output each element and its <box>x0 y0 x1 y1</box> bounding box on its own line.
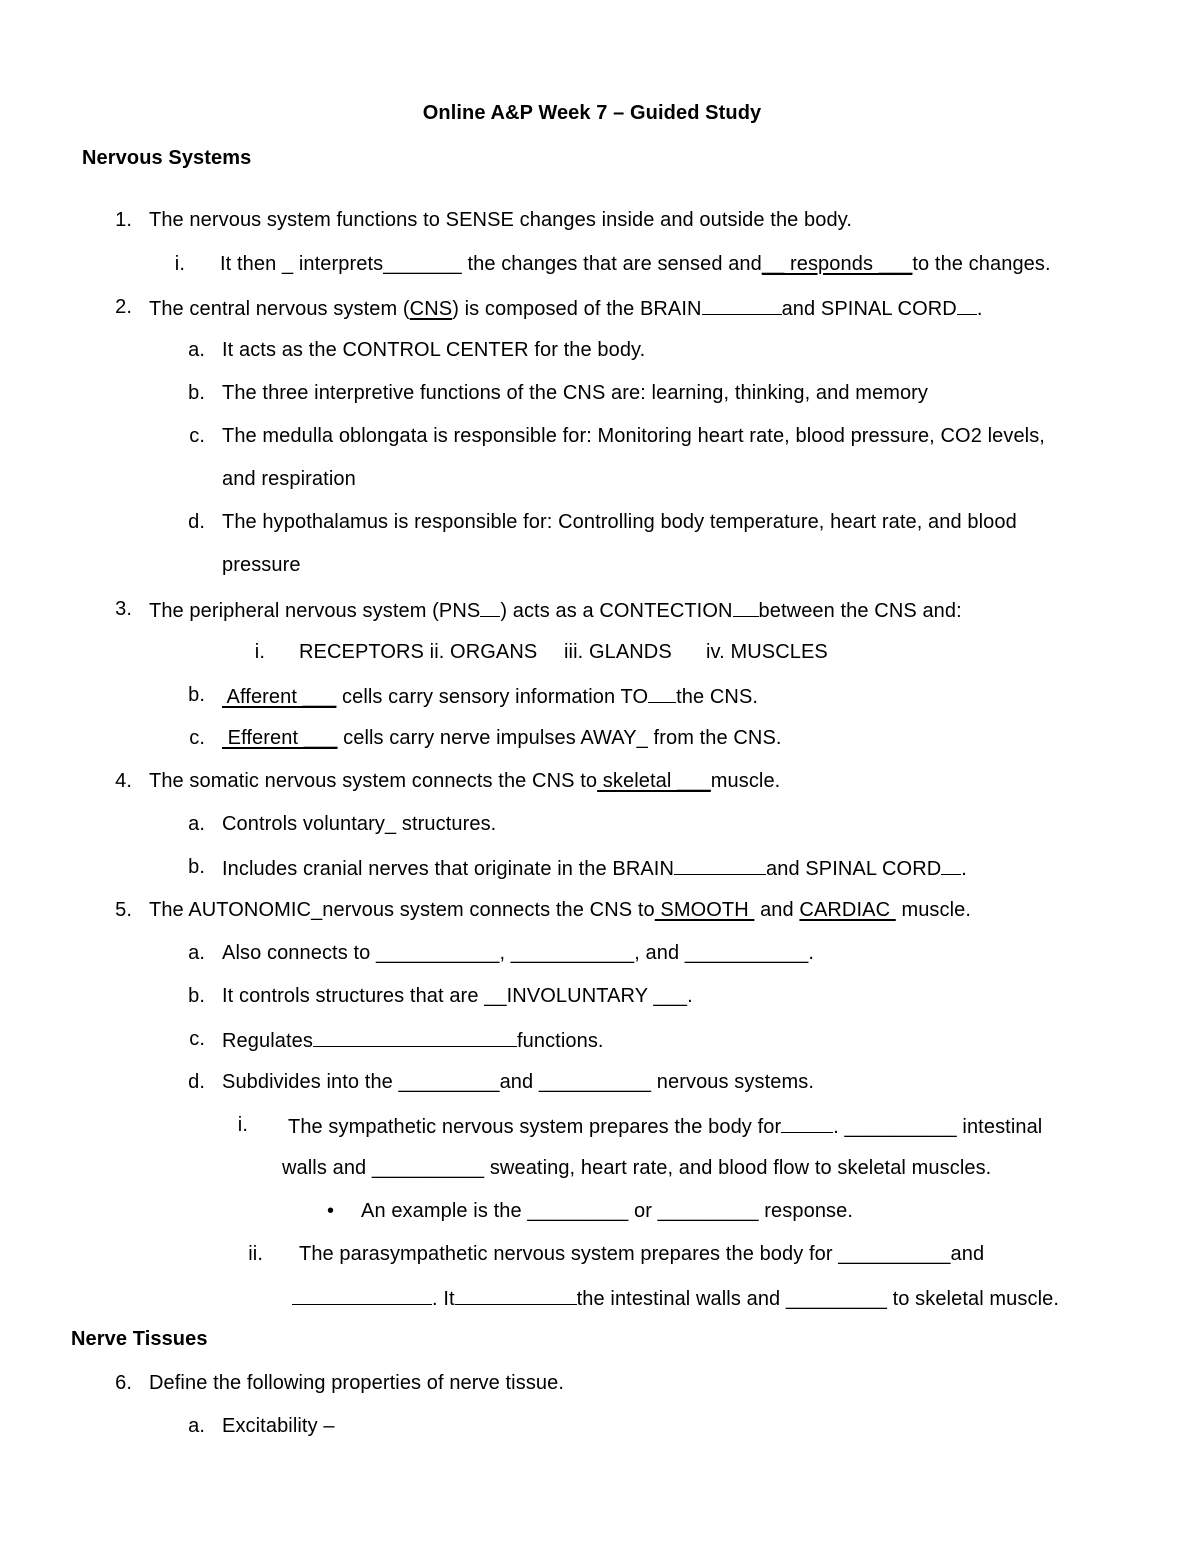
question-3-list-2: iii. GLANDS <box>564 641 672 663</box>
list-marker: a. <box>188 813 205 835</box>
question-1-i <box>220 252 1051 276</box>
answer-cardiac: CARDIAC <box>799 899 896 921</box>
blank-line <box>313 1027 517 1047</box>
page-title: Online A&P Week 7 – Guided Study <box>422 102 762 124</box>
text: . It <box>432 1288 455 1310</box>
question-5d-ii: The parasympathetic nervous system prepares the body for __________and <box>299 1243 985 1265</box>
blank-line <box>702 295 782 315</box>
answer-efferent: Efferent ___ <box>222 727 338 749</box>
question-2c-cont: and respiration <box>222 468 356 490</box>
list-marker: c. <box>189 727 205 749</box>
answer-smooth: SMOOTH <box>654 899 755 921</box>
blank-line <box>292 1285 432 1305</box>
question-2 <box>149 295 983 319</box>
list-marker: 4. <box>115 770 132 792</box>
question-1: The nervous system functions to SENSE changes inside and outside the body. <box>149 209 852 231</box>
question-5b: It controls structures that are __INVOLUNTARY ___. <box>222 985 693 1007</box>
blank-line <box>480 597 500 617</box>
text: Regulates <box>222 1030 313 1052</box>
list-marker: 5. <box>115 899 132 921</box>
blank-line <box>957 295 977 315</box>
question-6: Define the following properties of nerve tissue. <box>149 1372 565 1394</box>
list-marker: c. <box>189 425 205 447</box>
list-marker: i. <box>237 1114 248 1136</box>
list-marker: i. <box>254 641 265 663</box>
text: and SPINAL CORD <box>766 858 942 880</box>
question-3-list-3: iv. MUSCLES <box>706 641 828 663</box>
question-4a: Controls voluntary_ structures. <box>222 813 497 835</box>
text: cells carry sensory information TO <box>336 686 649 708</box>
blank-line <box>455 1285 577 1305</box>
text: ) is composed of the BRAIN <box>452 298 702 320</box>
list-marker: 6. <box>115 1372 132 1394</box>
blank-line <box>941 855 961 875</box>
list-marker: 1. <box>115 209 132 231</box>
text: It then _ <box>220 253 299 275</box>
blank-line <box>781 1113 833 1133</box>
text: The peripheral nervous system (PNS <box>149 600 481 622</box>
text: and SPINAL CORD <box>781 298 957 320</box>
list-marker: 3. <box>115 598 132 620</box>
text: between the CNS and: <box>758 600 962 622</box>
text: The central nervous system ( <box>149 298 410 320</box>
question-2a: It acts as the CONTROL CENTER for the body. <box>222 339 646 361</box>
section-heading-nervous-systems: Nervous Systems <box>82 147 252 169</box>
answer-responds: __ responds ___ <box>761 253 913 275</box>
text: muscle. <box>895 899 972 921</box>
question-5d: Subdivides into the _________and __________ nervous systems. <box>222 1071 814 1093</box>
text: the intestinal walls and _________ to skeletal muscle. <box>576 1288 1060 1310</box>
question-4 <box>149 769 780 793</box>
question-5d-ii-cont <box>292 1285 1059 1309</box>
question-3b <box>222 683 758 707</box>
list-marker: d. <box>188 511 205 533</box>
text: . <box>961 858 967 880</box>
list-marker: b. <box>188 985 205 1007</box>
answer-skeletal: skeletal ___ <box>597 770 711 792</box>
answer-afferent: Afferent ___ <box>222 686 337 708</box>
question-5 <box>149 898 971 922</box>
blank-line <box>674 855 766 875</box>
list-marker: a. <box>188 942 205 964</box>
question-2d-cont: pressure <box>222 554 301 576</box>
list-marker: b. <box>188 382 205 404</box>
answer-cns: CNS <box>409 298 453 320</box>
text: The sympathetic nervous system prepares the body for <box>288 1116 782 1138</box>
section-heading-nerve-tissues: Nerve Tissues <box>71 1328 208 1350</box>
text: cells carry nerve impulses AWAY_ from the CNS. <box>337 727 782 749</box>
question-2d: The hypothalamus is responsible for: Controlling body temperature, heart rate, and blood <box>222 511 1017 533</box>
text: and <box>754 899 800 921</box>
list-marker: 2. <box>115 296 132 318</box>
text: the changes that are sensed and <box>461 253 762 275</box>
answer-interprets: interprets_______ <box>298 253 462 275</box>
text: . <box>976 298 983 320</box>
question-5a: Also connects to ___________, ___________, and ___________. <box>222 942 814 964</box>
blank-line <box>733 597 759 617</box>
text: to the changes. <box>912 253 1051 275</box>
bullet-icon: • <box>327 1200 335 1222</box>
question-5d-i-cont: walls and __________ sweating, heart rate, and blood flow to skeletal muscles. <box>282 1157 992 1179</box>
question-4b <box>222 855 967 879</box>
text: ) acts as a CONTECTION <box>500 600 733 622</box>
list-marker: a. <box>188 1415 205 1437</box>
list-marker: d. <box>188 1071 205 1093</box>
text: muscle. <box>710 770 781 792</box>
list-marker: c. <box>189 1028 205 1050</box>
list-marker: b. <box>188 684 205 706</box>
list-marker: ii. <box>248 1243 263 1265</box>
question-3 <box>149 597 962 621</box>
question-3c <box>222 726 782 750</box>
list-marker: b. <box>188 856 205 878</box>
text: Includes cranial nerves that originate in the BRAIN <box>222 858 675 880</box>
text: The AUTONOMIC_nervous system connects the CNS to <box>149 899 655 921</box>
text: functions. <box>516 1030 604 1052</box>
text: the CNS. <box>676 686 759 708</box>
question-2b: The three interpretive functions of the CNS are: learning, thinking, and memory <box>222 382 929 404</box>
text: The somatic nervous system connects the CNS to <box>149 770 598 792</box>
list-marker: a. <box>188 339 205 361</box>
question-6a: Excitability – <box>222 1415 335 1437</box>
question-5d-i-bullet: An example is the _________ or _________ response. <box>361 1200 854 1222</box>
blank-line <box>648 683 676 703</box>
text: . __________ intestinal <box>833 1116 1043 1138</box>
question-5d-i <box>288 1113 1042 1137</box>
question-2c: The medulla oblongata is responsible for: Monitoring heart rate, blood pressure, CO2 levels, <box>222 425 1045 447</box>
list-marker: i. <box>174 253 185 275</box>
question-3-list-1: RECEPTORS ii. ORGANS <box>299 641 538 663</box>
question-5c <box>222 1027 604 1051</box>
